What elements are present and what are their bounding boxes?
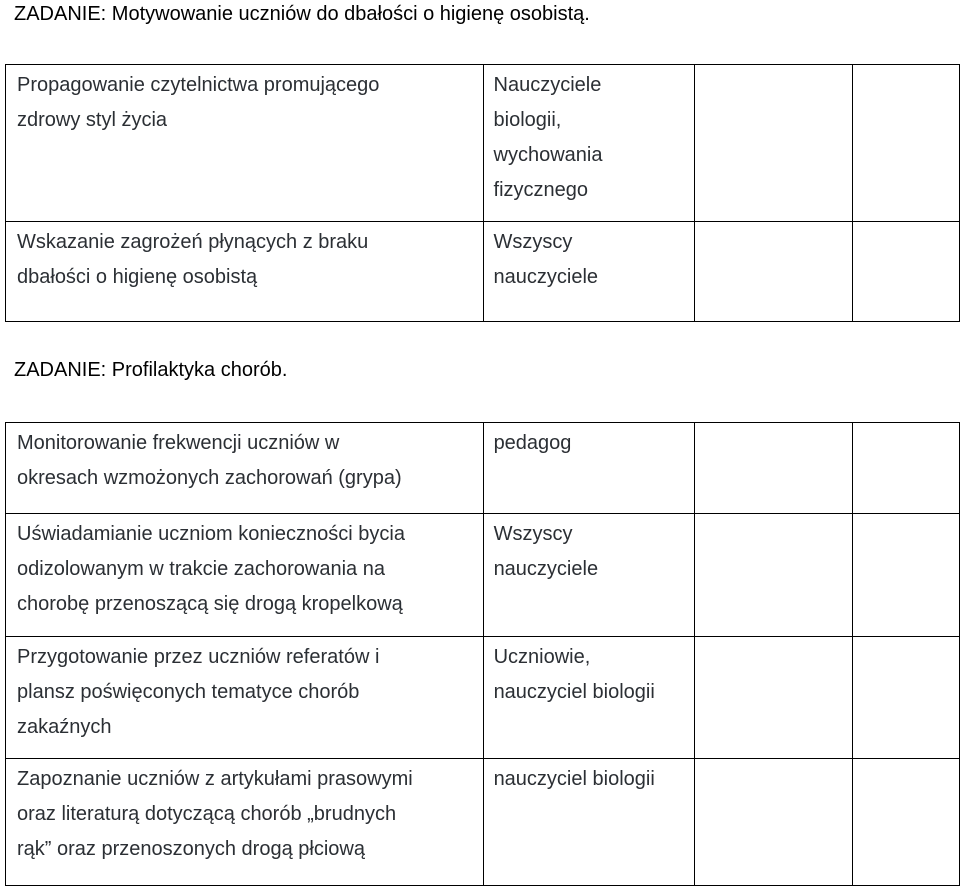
table-row bbox=[6, 759, 960, 886]
responsible-text: Nauczyciele biologii, wychowania fizycznego bbox=[493, 74, 603, 201]
empty-cell bbox=[853, 514, 960, 637]
activity-cell bbox=[6, 222, 484, 322]
task-table-prevention bbox=[5, 422, 960, 886]
empty-cell bbox=[853, 759, 960, 886]
section-heading-prevention: ZADANIE: Profilaktyka chorób. bbox=[14, 359, 288, 381]
activity-cell bbox=[6, 423, 484, 514]
responsible-cell bbox=[483, 423, 695, 514]
activity-text: Monitorowanie frekwencji uczniów w okresach wzmożonych zachorowań (grypa) bbox=[17, 432, 402, 489]
responsible-text: Wszyscy nauczyciele bbox=[493, 231, 599, 288]
empty-cell bbox=[695, 637, 853, 759]
responsible-cell bbox=[483, 222, 695, 322]
empty-cell bbox=[853, 637, 960, 759]
activity-cell bbox=[6, 65, 484, 222]
activity-cell bbox=[6, 514, 484, 637]
empty-cell bbox=[695, 423, 853, 514]
activity-text: Przygotowanie przez uczniów referatów i plansz poświęconych tematyce chorób zakaźnych bbox=[17, 646, 380, 738]
activity-text: Zapoznanie uczniów z artykułami prasowymi oraz literaturą dotyczącą chorób „brudnych rąk” oraz przenoszonych drogą płciową bbox=[17, 768, 413, 860]
responsible-cell bbox=[483, 637, 695, 759]
section-heading-hygiene: ZADANIE: Motywowanie uczniów do dbałości o higienę osobistą. bbox=[14, 3, 590, 25]
activity-cell bbox=[6, 637, 484, 759]
responsible-text: Wszyscy nauczyciele bbox=[493, 523, 599, 580]
empty-cell bbox=[695, 514, 853, 637]
responsible-text: Uczniowie, nauczyciel biologii bbox=[493, 646, 655, 703]
responsible-text: nauczyciel biologii bbox=[493, 768, 655, 790]
table-row bbox=[6, 222, 960, 322]
activity-cell bbox=[6, 759, 484, 886]
empty-cell bbox=[695, 222, 853, 322]
empty-cell bbox=[695, 759, 853, 886]
activity-text: Wskazanie zagrożeń płynących z braku dbałości o higienę osobistą bbox=[17, 231, 369, 288]
responsible-cell bbox=[483, 759, 695, 886]
table-row bbox=[6, 65, 960, 222]
task-table-hygiene bbox=[5, 64, 960, 322]
empty-cell bbox=[853, 423, 960, 514]
empty-cell bbox=[695, 65, 853, 222]
activity-text: Uświadamianie uczniom konieczności bycia odizolowanym w trakcie zachorowania na chorobę przenoszącą się drogą kropelkową bbox=[17, 523, 405, 615]
table-row bbox=[6, 637, 960, 759]
table-row bbox=[6, 514, 960, 637]
empty-cell bbox=[853, 222, 960, 322]
responsible-text: pedagog bbox=[493, 432, 572, 454]
activity-text: Propagowanie czytelnictwa promującego zdrowy styl życia bbox=[17, 74, 380, 131]
empty-cell bbox=[853, 65, 960, 222]
responsible-cell bbox=[483, 514, 695, 637]
table-row bbox=[6, 423, 960, 514]
responsible-cell bbox=[483, 65, 695, 222]
